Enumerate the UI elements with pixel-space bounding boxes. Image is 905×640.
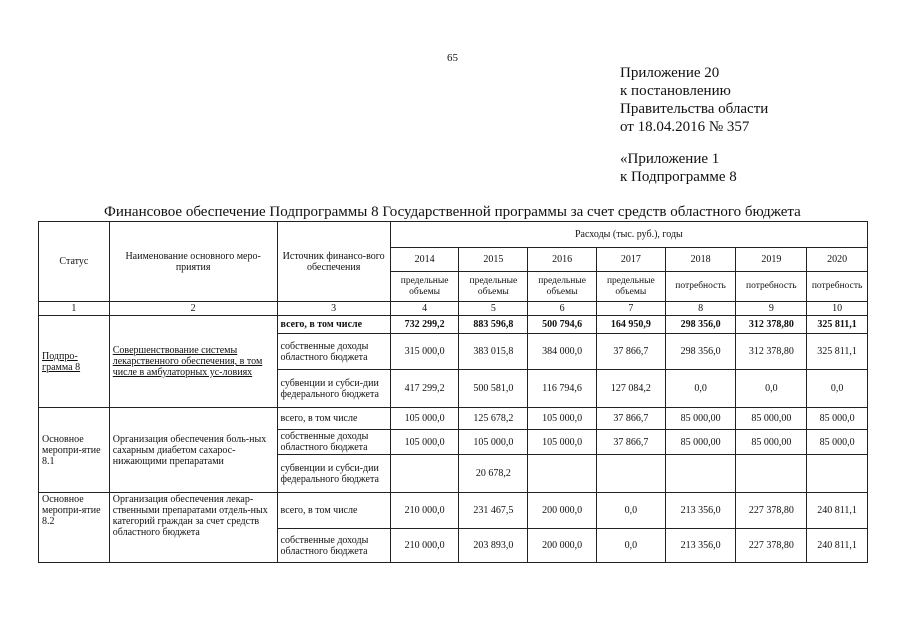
header-subtype: потребность [665,272,736,302]
value-cell: 0,0 [736,370,807,408]
value-cell: 200 000,0 [528,529,597,563]
column-number: 2 [109,302,277,316]
value-cell [528,455,597,493]
value-cell: 105 000,0 [390,408,459,430]
value-cell: 213 356,0 [665,529,736,563]
header-source: Источник финансо-вого обеспечения [277,222,390,302]
measure-name: Организация обеспечения боль-ных сахарным диабетом сахарос-нижающими препаратами [109,408,277,493]
financing-table [38,221,868,563]
source-cell: всего, в том числе [277,408,390,430]
value-cell [665,455,736,493]
header-year: 2018 [665,248,736,272]
value-cell [736,455,807,493]
source-cell: собственные доходы областного бюджета [277,430,390,455]
column-number: 8 [665,302,736,316]
value-cell: 383 015,8 [459,334,528,370]
value-cell: 298 356,0 [665,334,736,370]
status-cell: Подпро-грамма 8 [39,316,110,408]
header-status: Статус [39,222,110,302]
value-cell: 210 000,0 [390,529,459,563]
header-subtype: предельные объемы [528,272,597,302]
header-subtype: потребность [807,272,868,302]
value-cell: 231 467,5 [459,493,528,529]
value-cell: 85 000,0 [807,408,868,430]
measure-name: Совершенствование системы лекарственного обеспечения, в том числе в амбулаторных ус-ловиях [109,316,277,408]
page-number: 65 [447,52,458,64]
column-number: 4 [390,302,459,316]
header-subtype: предельные объемы [596,272,665,302]
appendix-line: от 18.04.2016 № 357 [620,119,750,135]
column-number: 5 [459,302,528,316]
value-cell: 0,0 [596,529,665,563]
value-cell: 0,0 [807,370,868,408]
value-cell: 85 000,00 [665,430,736,455]
source-cell: всего, в том числе [277,493,390,529]
appendix-line: Правительства области [620,101,769,117]
value-cell: 164 950,9 [596,316,665,334]
appendix-line: Приложение 20 [620,65,720,81]
value-cell: 500 794,6 [528,316,597,334]
value-cell: 200 000,0 [528,493,597,529]
appendix-subblock [620,150,737,186]
source-cell: всего, в том числе [277,316,390,334]
value-cell: 203 893,0 [459,529,528,563]
header-name: Наименование основного меро-приятия [109,222,277,302]
header-year: 2015 [459,248,528,272]
header-year: 2016 [528,248,597,272]
appendix-line: «Приложение 1 [620,151,720,167]
value-cell: 240 811,1 [807,493,868,529]
value-cell: 37 866,7 [596,430,665,455]
value-cell: 85 000,00 [736,430,807,455]
value-cell: 417 299,2 [390,370,459,408]
value-cell [807,455,868,493]
value-cell: 116 794,6 [528,370,597,408]
value-cell: 0,0 [596,493,665,529]
value-cell: 0,0 [665,370,736,408]
column-number: 9 [736,302,807,316]
value-cell: 227 378,80 [736,493,807,529]
header-year: 2017 [596,248,665,272]
header-subtype: предельные объемы [459,272,528,302]
value-cell [390,455,459,493]
value-cell: 85 000,00 [736,408,807,430]
appendix-line: к постановлению [620,83,731,99]
header-year: 2020 [807,248,868,272]
document-title: Финансовое обеспечение Подпрограммы 8 Государственной программы за счет средств областного бюджета [104,204,801,220]
appendix-line: к Подпрограмме 8 [620,169,737,185]
column-number: 1 [39,302,110,316]
value-cell: 312 378,80 [736,316,807,334]
value-cell: 85 000,00 [665,408,736,430]
header-expenses: Расходы (тыс. руб.), годы [390,222,867,248]
value-cell: 883 596,8 [459,316,528,334]
value-cell: 298 356,0 [665,316,736,334]
value-cell: 20 678,2 [459,455,528,493]
value-cell: 325 811,1 [807,316,868,334]
value-cell: 37 866,7 [596,334,665,370]
value-cell: 325 811,1 [807,334,868,370]
value-cell: 105 000,0 [528,408,597,430]
value-cell: 227 378,80 [736,529,807,563]
header-year: 2014 [390,248,459,272]
header-subtype: предельные объемы [390,272,459,302]
appendix-block [620,64,768,136]
value-cell: 732 299,2 [390,316,459,334]
value-cell: 312 378,80 [736,334,807,370]
value-cell: 213 356,0 [665,493,736,529]
column-number: 6 [528,302,597,316]
status-cell: Основное меропри-ятие 8.1 [39,408,110,493]
source-cell: субвенции и субси-дии федерального бюджета [277,370,390,408]
value-cell: 500 581,0 [459,370,528,408]
status-cell: Основное меропри-ятие 8.2 [39,493,110,563]
value-cell: 85 000,0 [807,430,868,455]
header-subtype: потребность [736,272,807,302]
column-number: 3 [277,302,390,316]
header-year: 2019 [736,248,807,272]
value-cell: 315 000,0 [390,334,459,370]
value-cell: 105 000,0 [459,430,528,455]
value-cell: 37 866,7 [596,408,665,430]
column-number: 10 [807,302,868,316]
value-cell: 105 000,0 [390,430,459,455]
measure-name: Организация обеспечения лекар-ственными препаратами отдель-ных категорий граждан за счет средств областного бюджета [109,493,277,563]
value-cell: 105 000,0 [528,430,597,455]
value-cell: 384 000,0 [528,334,597,370]
value-cell: 125 678,2 [459,408,528,430]
value-cell: 240 811,1 [807,529,868,563]
value-cell: 210 000,0 [390,493,459,529]
value-cell: 127 084,2 [596,370,665,408]
value-cell [596,455,665,493]
source-cell: субвенции и субси-дии федерального бюджета [277,455,390,493]
column-number: 7 [596,302,665,316]
source-cell: собственные доходы областного бюджета [277,334,390,370]
source-cell: собственные доходы областного бюджета [277,529,390,563]
